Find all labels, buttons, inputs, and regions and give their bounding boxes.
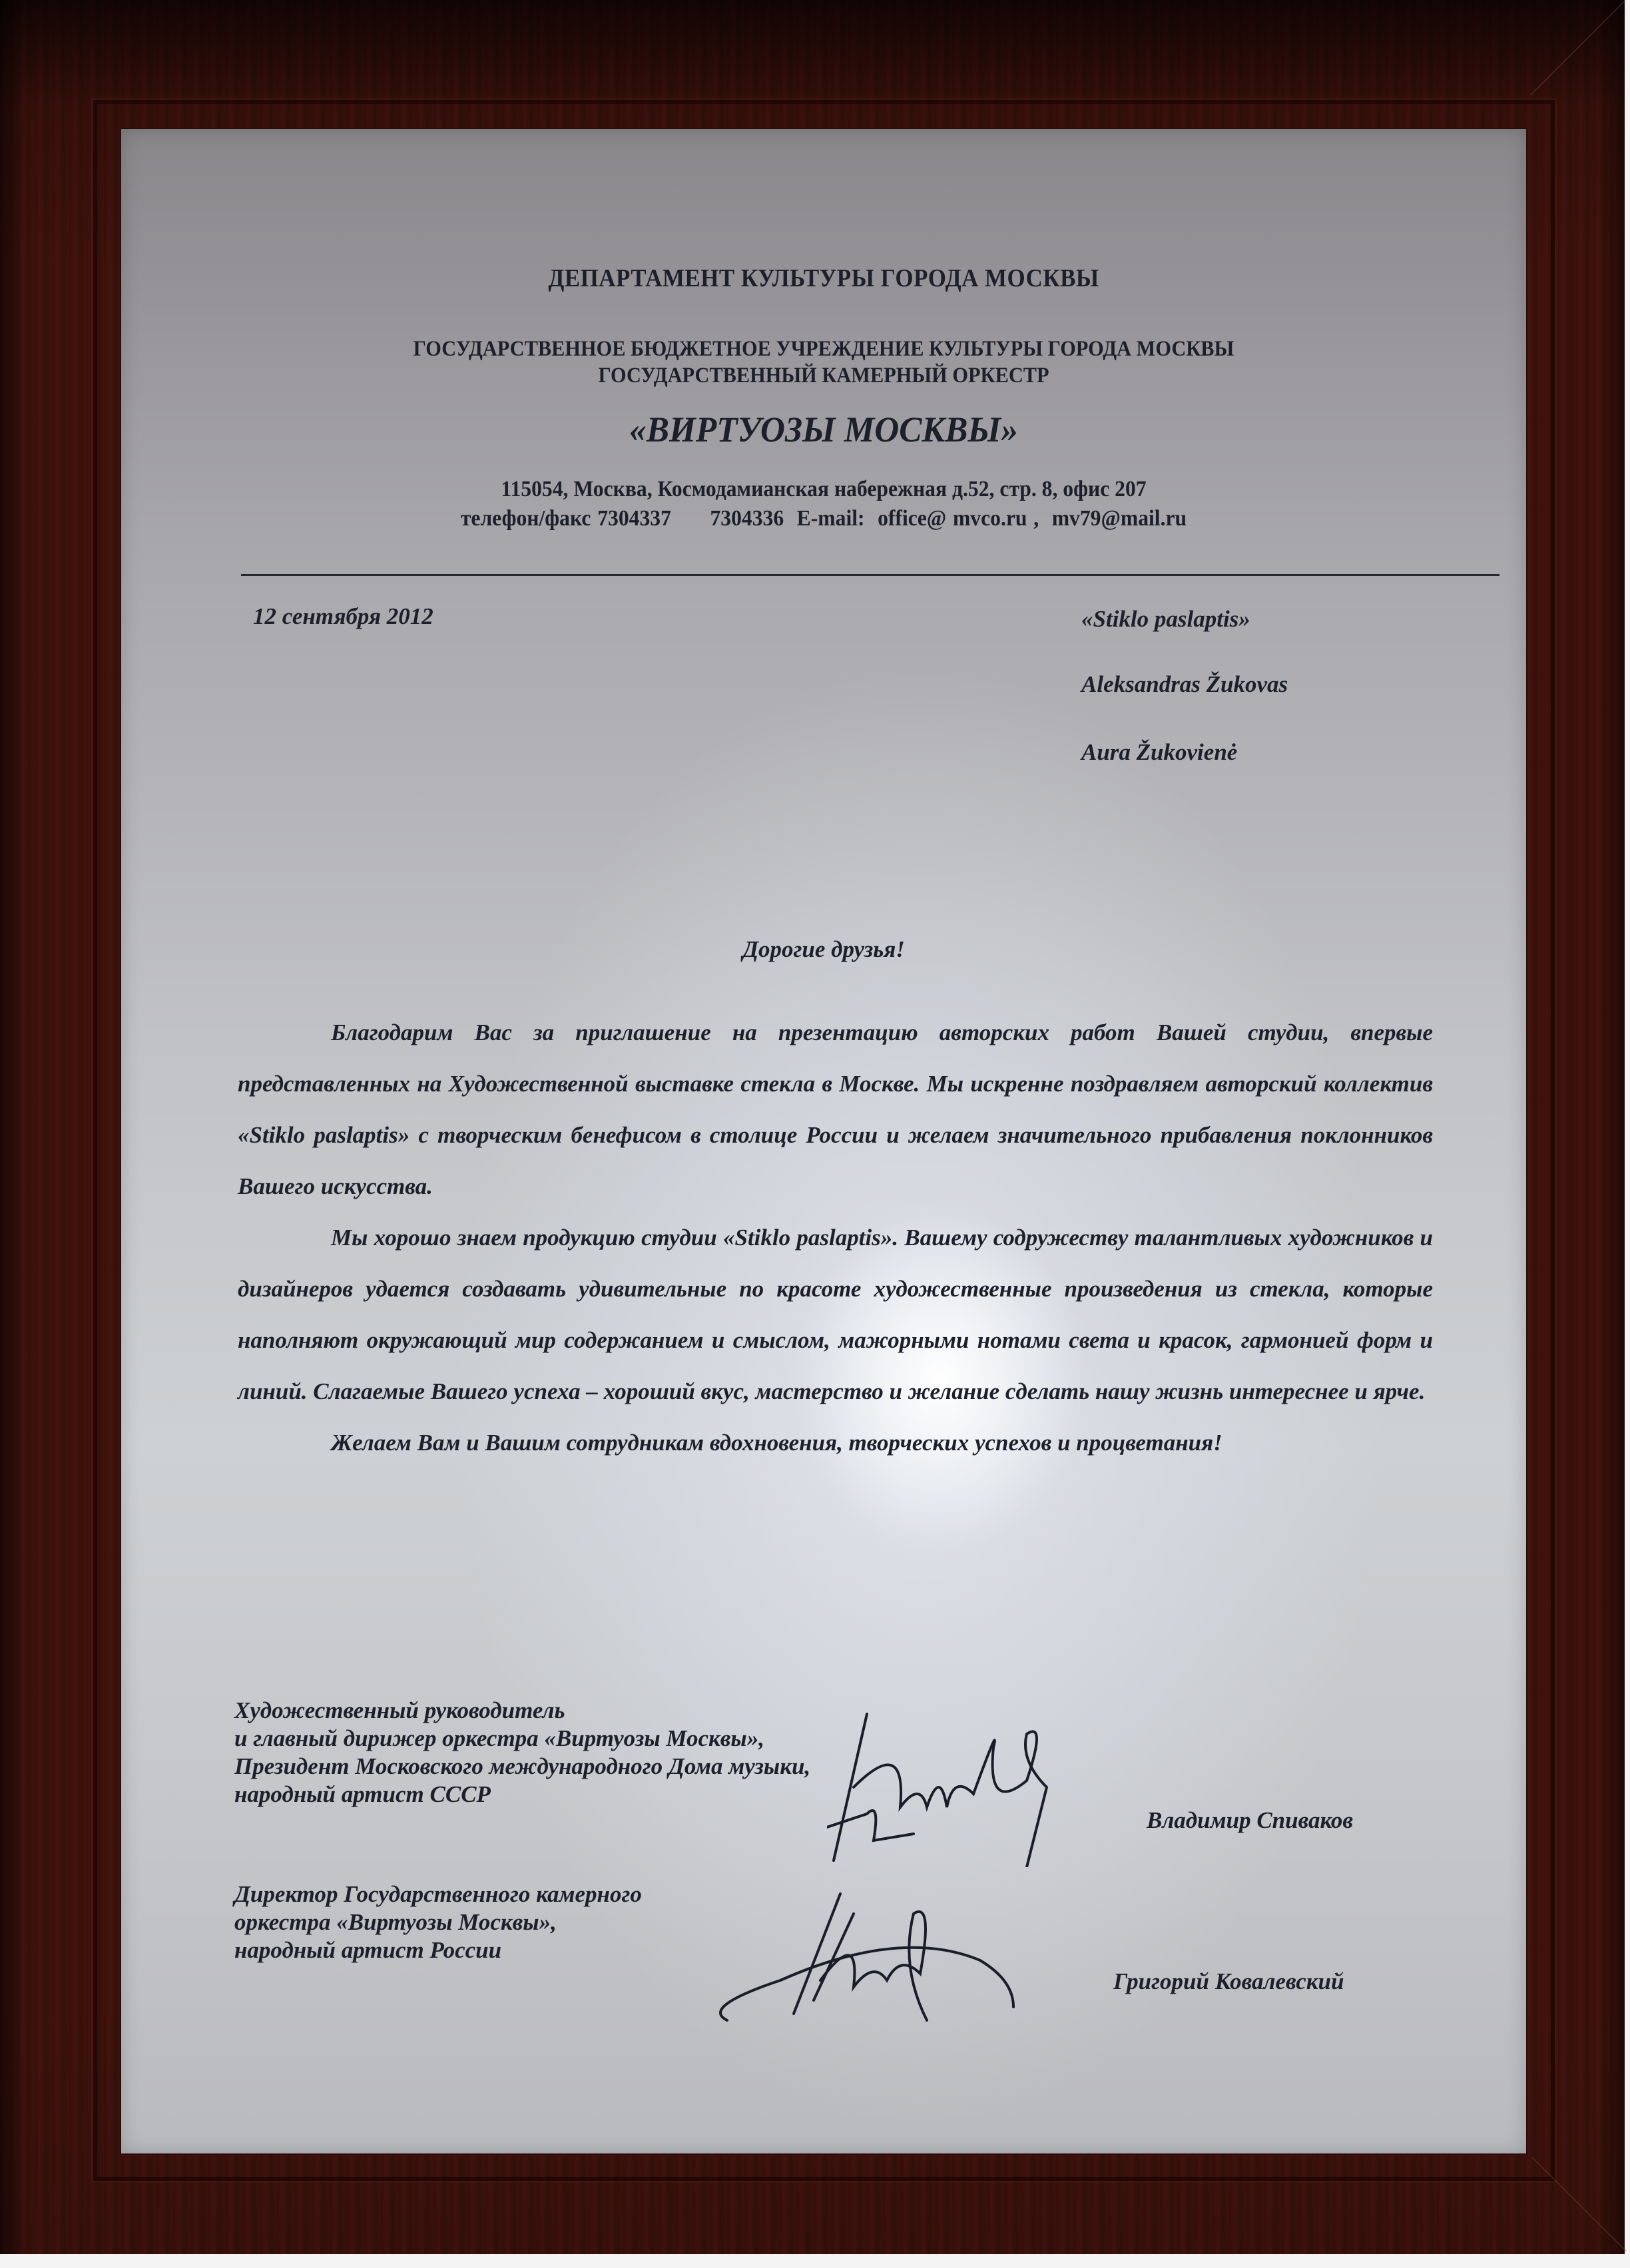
- recipient-name-2: Aura Žukovienė: [1081, 739, 1238, 765]
- signatory-2-title-line: Директор Государственного камерного: [234, 1881, 642, 1907]
- letterhead-institution-line2: ГОСУДАРСТВЕННЫЙ КАМЕРНЫЙ ОРКЕСТР: [598, 364, 1049, 388]
- signatory-1-title-line: Художественный руководитель: [234, 1697, 565, 1723]
- recipient-studio: «Stiklo paslaptis»: [1081, 606, 1250, 632]
- letter-date: 12 сентября 2012: [253, 603, 433, 629]
- frame-miter-top-right: [1531, 0, 1626, 95]
- signatory-1-title-line: народный артист СССР: [234, 1781, 491, 1807]
- letterhead-orchestra-name: «ВИРТУОЗЫ МОСКВЫ»: [629, 410, 1018, 449]
- body-paragraph-1: Благодарим Вас за приглашение на презентацию авторских работ Вашей студии, впервые представленных на Художественной выставке стекла в Москве. Мы искренне поздравляем авторский коллектив «Stiklo paslaptis» с творческим бенефисом в столице России и желаем значительного прибавления поклонников Вашего искусства.: [238, 1019, 1433, 1199]
- body-paragraph-2: Мы хорошо знаем продукцию студии «Stiklo paslaptis». Вашему содружеству талантливых художников и дизайнеров удается создавать удивительные по красоте художественные произведения из стекла, которые наполняют окружающий мир содержанием и смыслом, мажорными нотами света и красок, гармонией форм и линий. Слагаемые Вашего успеха – хороший вкус, мастерство и желание сделать нашу жизнь интереснее и ярче.: [238, 1225, 1433, 1404]
- body-paragraph-3: Желаем Вам и Вашим сотрудникам вдохновения, творческих успехов и процветания!: [331, 1430, 1222, 1456]
- signatory-2-title: [234, 1880, 642, 1964]
- letterhead-institution-line1: ГОСУДАРСТВЕННОЕ БЮДЖЕТНОЕ УЧРЕЖДЕНИЕ КУЛЬТУРЫ ГОРОДА МОСКВЫ: [413, 337, 1234, 361]
- letterhead-contacts: телефон/факс 7304337 7304336 E-mail: office@ mvco.ru , mv79@mail.ru: [460, 506, 1187, 531]
- letterhead-divider: [241, 574, 1499, 576]
- letterhead-department: ДЕПАРТАМЕНТ КУЛЬТУРЫ ГОРОДА МОСКВЫ: [548, 264, 1099, 292]
- letter-greeting: Дорогие друзья!: [742, 936, 905, 962]
- signature-spivakov: [827, 1707, 1173, 1867]
- signatory-2-name: Григорий Ковалевский: [1113, 1968, 1344, 1994]
- letter-document: [121, 129, 1526, 2153]
- signatory-1-title-line: и главный дирижер оркестра «Виртуозы Москвы»,: [234, 1725, 764, 1751]
- signature-kovalevsky: [700, 1887, 1087, 2027]
- frame-miter-bottom-right: [1531, 2157, 1627, 2252]
- recipient-name-1: Aleksandras Žukovas: [1081, 671, 1288, 697]
- signatory-2-title-line: оркестра «Виртуозы Москвы»,: [234, 1909, 557, 1935]
- signatory-1-name: Владимир Спиваков: [1147, 1807, 1354, 1833]
- letter-body: [238, 1007, 1433, 1468]
- signatory-2-title-line: народный артист России: [234, 1937, 502, 1963]
- signatory-1-title: [234, 1697, 810, 1809]
- letterhead-address: 115054, Москва, Космодамианская набережная д.52, стр. 8, офис 207: [501, 477, 1147, 501]
- signatory-1-title-line: Президент Московского международного Дома музыки,: [234, 1753, 811, 1779]
